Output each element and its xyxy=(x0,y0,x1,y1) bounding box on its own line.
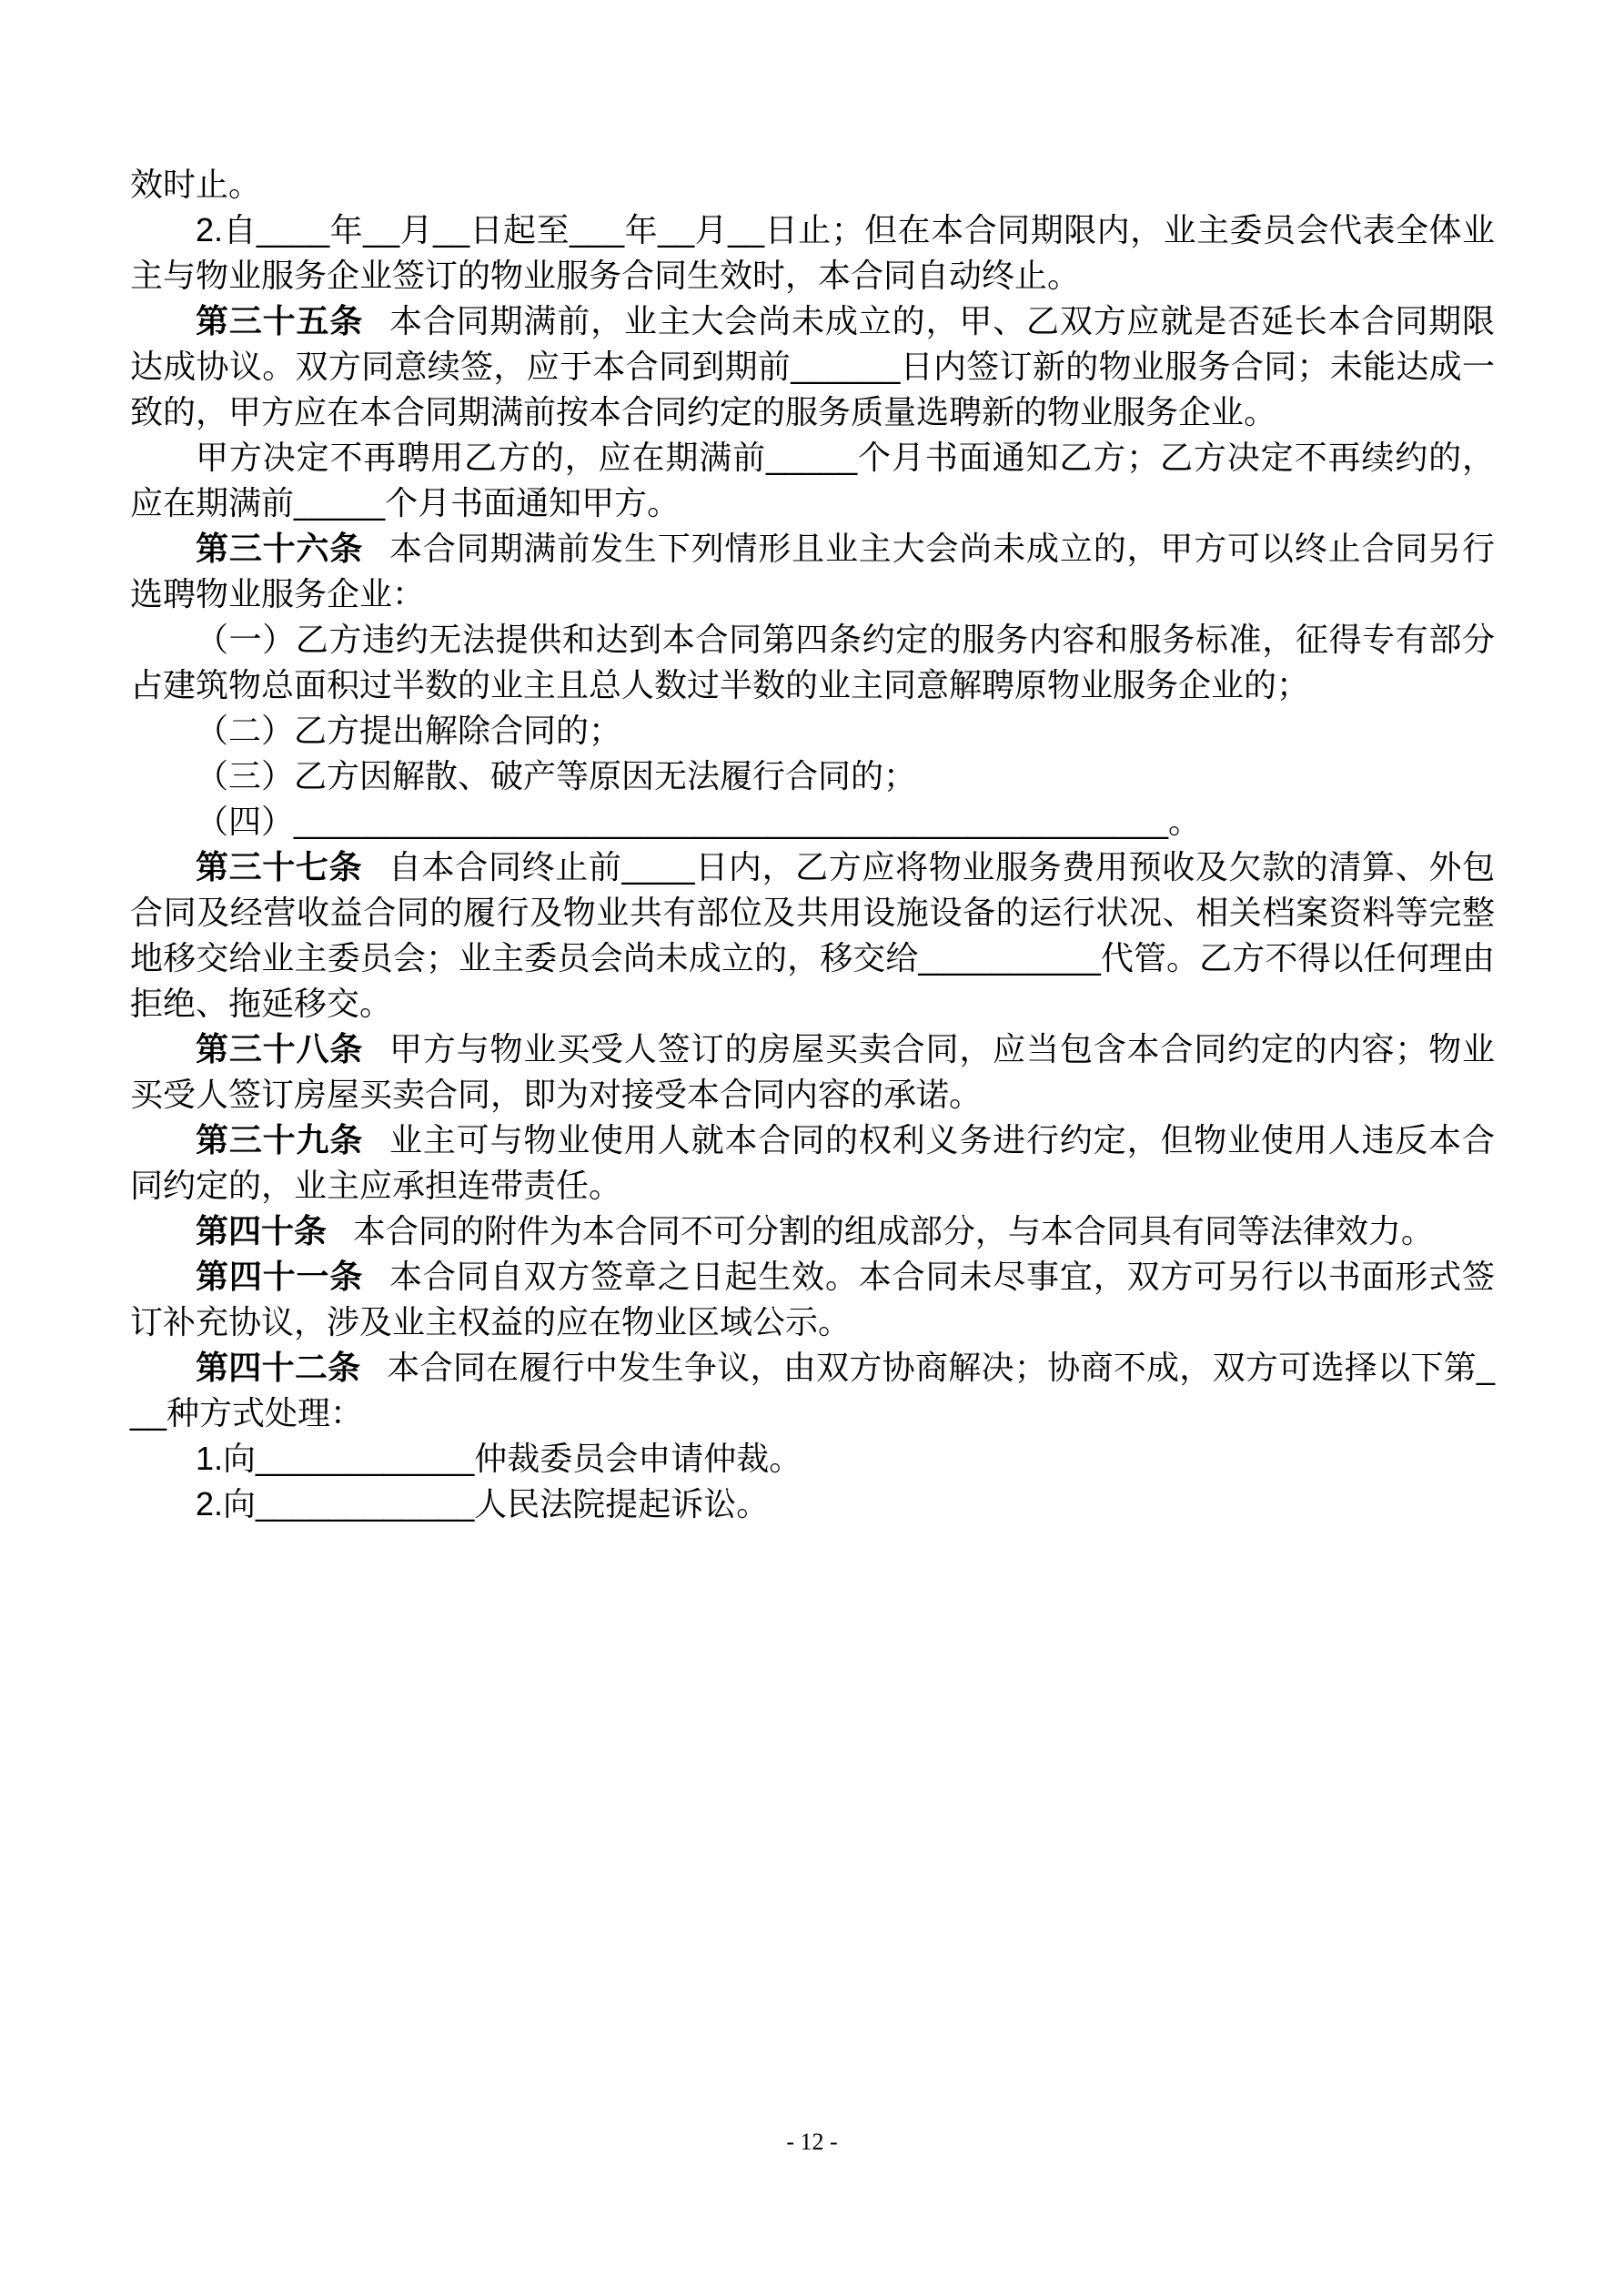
paragraph-text: （一）乙方违约无法提供和达到本合同第四条约定的服务内容和服务标准，征得专有部分占建筑物总面积过半数的业主且总人数过半数的业主同意解聘原物业服务企业的； xyxy=(130,621,1495,703)
paragraph-text: 业主可与物业使用人就本合同的权利义务进行约定，但物业使用人违反本合同约定的，业主应承担连带责任。 xyxy=(130,1121,1495,1204)
paragraph-text: 甲方决定不再聘用乙方的，应在期满前_____个月书面通知乙方；乙方决定不再续约的，应在期满前_____个月书面通知甲方。 xyxy=(130,439,1495,521)
clause-term: 第三十六条 xyxy=(196,530,364,567)
paragraph-text: 本合同在履行中发生争议，由双方协商解决；协商不成，双方可选择以下第___种方式处理： xyxy=(130,1349,1495,1431)
clause-paragraph xyxy=(130,1027,1495,1118)
clause-paragraph xyxy=(130,526,1495,617)
paragraph xyxy=(130,799,1495,845)
paragraph xyxy=(130,1436,1495,1482)
clause-paragraph xyxy=(130,1118,1495,1209)
paragraph-text: 1.向____________仲裁委员会申请仲裁。 xyxy=(196,1440,802,1477)
clause-term: 第四十条 xyxy=(196,1212,328,1249)
paragraph-text: 效时止。 xyxy=(130,166,262,203)
paragraph xyxy=(130,207,1495,298)
paragraph-text: 本合同期满前，业主大会尚未成立的，甲、乙双方应就是否延长本合同期限达成协议。双方同意续签，应于本合同到期前______日内签订新的物业服务合同；未能达成一致的，甲方应在本合同期满前按本合同约定的服务质量选聘新的物业服务企业。 xyxy=(130,302,1495,430)
paragraph-text: （三）乙方因解散、破产等原因无法履行合同的； xyxy=(196,757,917,794)
paragraph xyxy=(130,708,1495,754)
clause-term: 第四十一条 xyxy=(196,1258,364,1295)
paragraph-text: （二）乙方提出解除合同的； xyxy=(196,712,622,749)
paragraph xyxy=(130,617,1495,708)
paragraph-text: 甲方与物业买受人签订的房屋买卖合同，应当包含本合同约定的内容；物业买受人签订房屋买卖合同，即为对接受本合同内容的承诺。 xyxy=(130,1030,1495,1113)
page-footer xyxy=(0,2128,1624,2157)
paragraph-text: 本合同的附件为本合同不可分割的组成部分，与本合同具有同等法律效力。 xyxy=(352,1212,1434,1249)
paragraph-text: （四）________________________________________________。 xyxy=(196,803,1202,840)
document-content xyxy=(130,162,1495,1527)
paragraph-text: 本合同期满前发生下列情形且业主大会尚未成立的，甲方可以终止合同另行选聘物业服务企业： xyxy=(130,530,1495,612)
page-number: - 12 - xyxy=(786,2129,838,2155)
clause-term: 第四十二条 xyxy=(196,1349,361,1386)
paragraph-text: 2.自____年__月__日起至___年__月__日止；但在本合同期限内，业主委员会代表全体业主与物业服务企业签订的物业服务合同生效时，本合同自动终止。 xyxy=(130,211,1495,294)
clause-term: 第三十五条 xyxy=(196,302,364,339)
clause-term: 第三十九条 xyxy=(196,1121,364,1158)
paragraph-text: 自本合同终止前____日内，乙方应将物业服务费用预收及欠款的清算、外包合同及经营收益合同的履行及物业共有部位及共用设施设备的运行状况、相关档案资料等完整地移交给业主委员会；业主委员会尚未成立的，移交给__________代管。乙方不得以任何理由拒绝、拖延移交。 xyxy=(130,848,1495,1022)
paragraph-text: 本合同自双方签章之日起生效。本合同未尽事宜，双方可另行以书面形式签订补充协议，涉及业主权益的应在物业区域公示。 xyxy=(130,1258,1495,1340)
paragraph xyxy=(130,162,1495,207)
paragraph-text: 2.向____________人民法院提起诉讼。 xyxy=(196,1485,770,1522)
paragraph xyxy=(130,754,1495,799)
paragraph xyxy=(130,435,1495,526)
clause-paragraph xyxy=(130,845,1495,1027)
clause-paragraph xyxy=(130,1345,1495,1436)
clause-term: 第三十七条 xyxy=(196,848,363,885)
clause-paragraph xyxy=(130,1254,1495,1345)
clause-paragraph xyxy=(130,298,1495,435)
clause-term: 第三十八条 xyxy=(196,1030,364,1067)
paragraph xyxy=(130,1482,1495,1527)
clause-paragraph xyxy=(130,1209,1495,1254)
